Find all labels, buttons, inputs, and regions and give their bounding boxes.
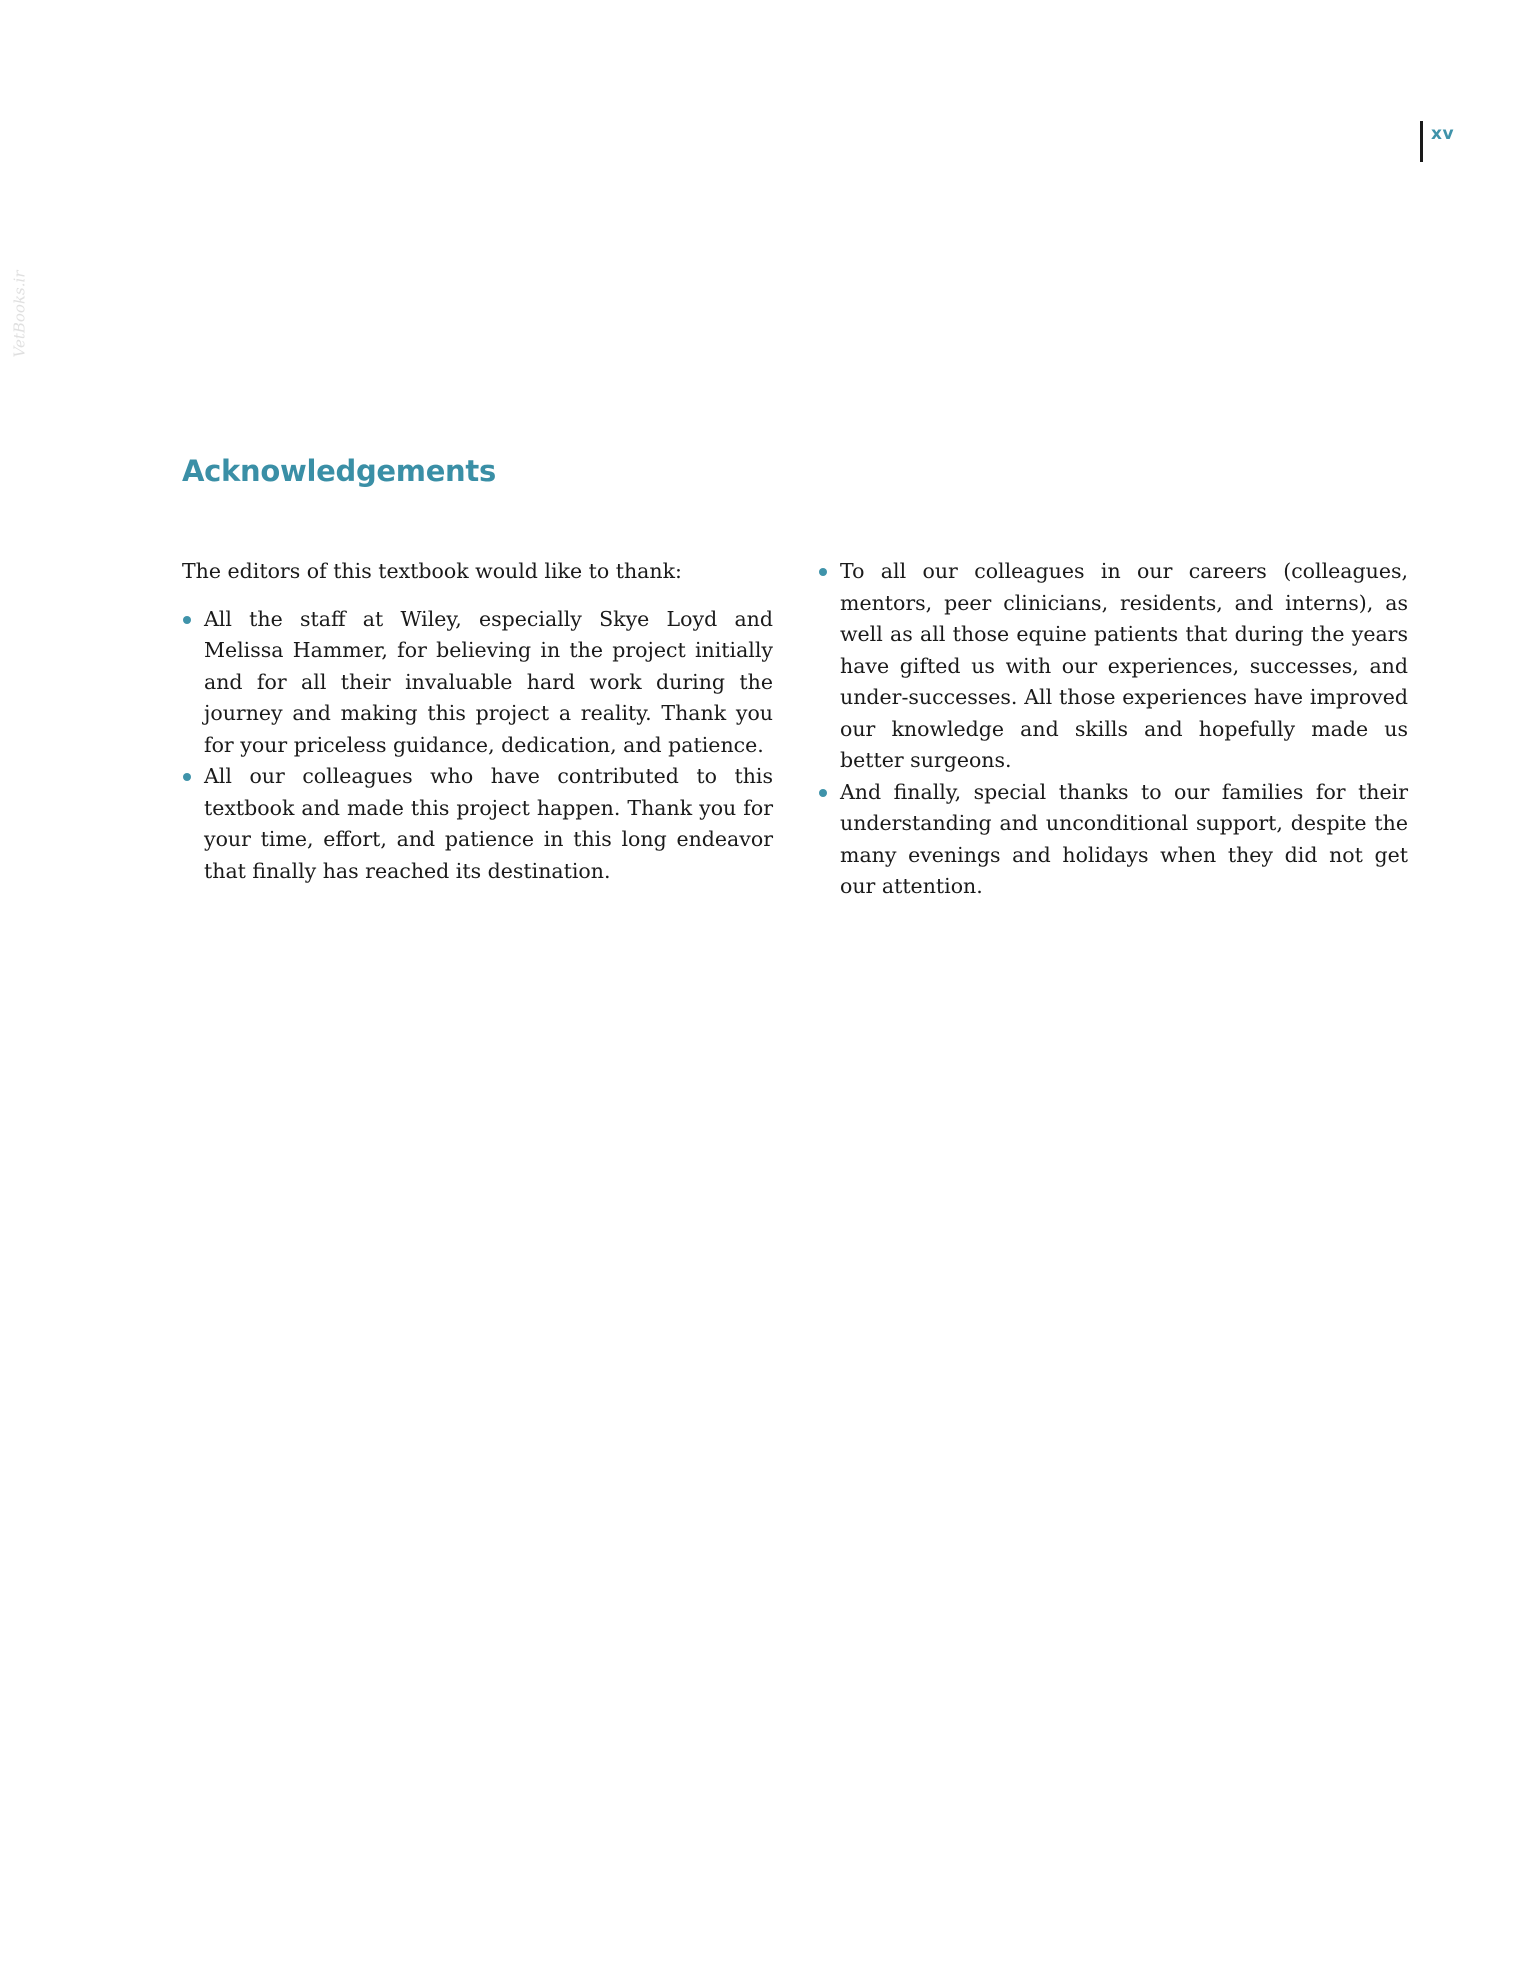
- intro-text: The editors of this textbook would like to thank:: [182, 559, 682, 583]
- bullet-icon: [183, 773, 191, 781]
- right-bullet-list: [818, 556, 1408, 903]
- list-item: [182, 761, 773, 887]
- left-column: [182, 556, 773, 887]
- left-bullet-list: [182, 604, 773, 888]
- list-item-text: All our colleagues who have contributed to this textbook and made this project happen. Thank you for your time, effort, and patience in this long endeavor that finally has reached its destination.: [204, 764, 773, 883]
- page-number: xv: [1431, 124, 1455, 144]
- list-item-text: And finally, special thanks to our families for their understanding and unconditional support, despite the many evenings and holidays when they did not get our attention.: [840, 779, 1408, 898]
- section-title: Acknowledgements: [182, 454, 496, 488]
- list-item-text: All the staff at Wiley, especially Skye Loyd and Melissa Hammer, for believing in the project initially and for all their invaluable hard work during the journey and making this project a reality. Thank you for your priceless guidance, dedication, and patience.: [204, 606, 773, 757]
- list-item: [818, 777, 1408, 903]
- bullet-icon: [819, 789, 827, 797]
- bullet-icon: [183, 616, 191, 624]
- list-item: [818, 556, 1408, 777]
- list-item-text: To all our colleagues in our careers (colleagues, mentors, peer clinicians, residents, and interns), as well as all those equine patients that during the years have gifted us with our experiences, successes, and under-successes. All those experiences have improved our knowledge and skills and hopefully made us better surgeons.: [840, 559, 1408, 772]
- page-marker-rule: [1420, 121, 1423, 162]
- watermark: VetBooks.ir: [10, 270, 29, 358]
- right-column: [818, 556, 1408, 903]
- bullet-icon: [819, 568, 827, 576]
- list-item: [182, 604, 773, 762]
